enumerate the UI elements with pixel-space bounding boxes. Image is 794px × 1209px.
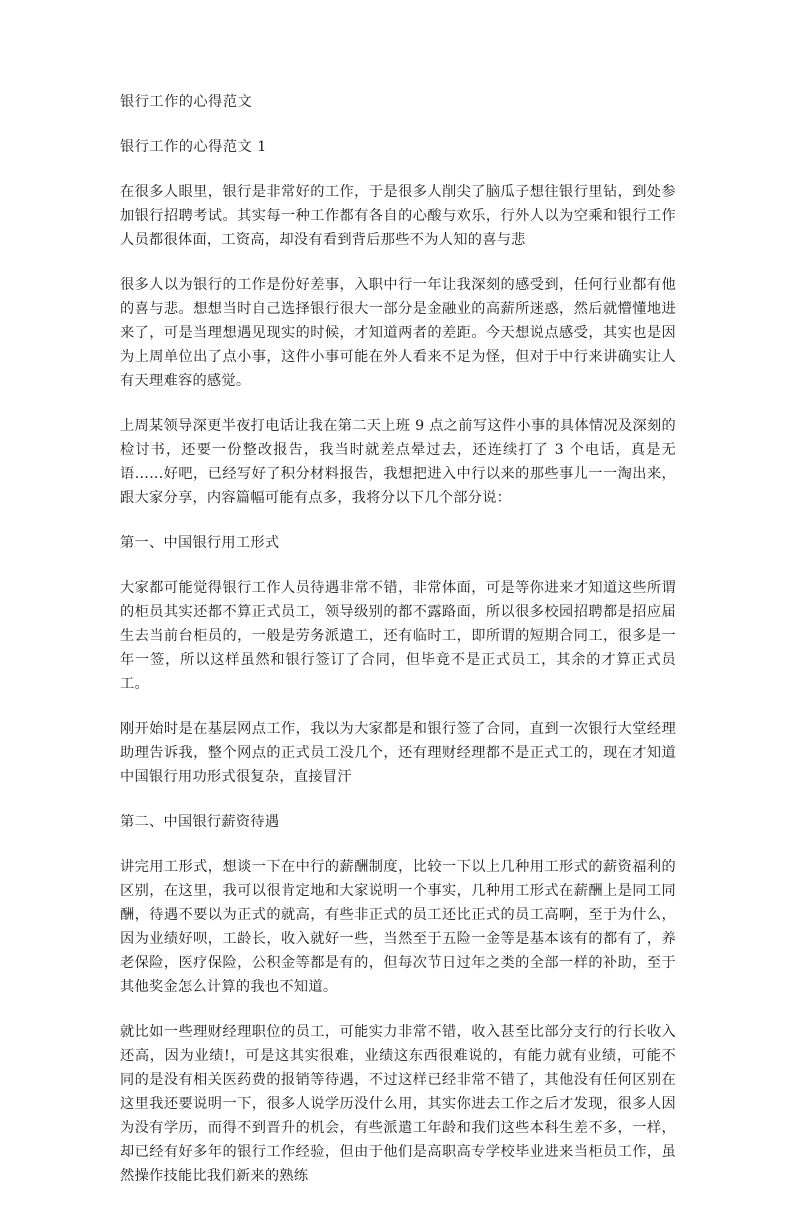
document-subtitle: 银行工作的心得范文 1 [120, 139, 267, 155]
paragraph-feelings: 很多人以为银行的工作是份好差事，入职中行一年让我深刻的感受到，任何行业都有他的喜与悲。想想当时自己选择银行很大一部分是金融业的高薪所迷惑，然后就懵懂地进来了，可是当理想遇见现实的时候，才知道两者的差距。今天想说点感受，其实也是因为上周单位出了点小事，这件小事可能在外人看来不足为怪，但对于中行来讲确实让人有天理难容的感觉。 [120, 277, 676, 389]
section-heading-salary: 第二、中国银行薪资待遇 [120, 814, 280, 830]
paragraph-salary: 讲完用工形式，想谈一下在中行的薪酬制度，比较一下以上几种用工形式的薪资福利的区别，在这里，我可以很肯定地和大家说明一个事实，几种用工形式在薪酬上是同工同酬，待遇不要以为正式的就高，有些非正式的员工还比正式的员工高啊，至于为什么，因为业绩好呗，工龄长，收入就好一些，当然至于五险一金等是基本该有的都有了，养老保险，医疗保险，公积金等都是有的，但每次节日过年之类的全部一样的补助，至于其他奖金怎么计算的我也不知道。 [120, 859, 676, 995]
document-page [120, 90, 676, 1209]
document-title: 银行工作的心得范文 [120, 94, 253, 110]
paragraph-branch: 刚开始时是在基层网点工作，我以为大家都是和银行签了合同，直到一次银行大堂经理助理告诉我，整个网点的正式员工没几个，还有理财经理都不是正式工的，现在才知道中国银行用功形式很复杂，直接冒汗 [120, 721, 676, 785]
paragraph-incident: 上周某领导深更半夜打电话让我在第二天上班 9 点之前写这件小事的具体情况及深刻的检讨书，还要一份整改报告，我当时就差点晕过去，还连续打了 3 个电话，真是无语……好吧，已经写好了积分材料报告，我想把进入中行以来的那些事儿一一淘出来，跟大家分享，内容篇幅可能有点多，我将分以下几个部分说： [120, 418, 676, 506]
section-heading-employment: 第一、中国银行用工形式 [120, 535, 280, 551]
paragraph-wealth-manager: 就比如一些理财经理职位的员工，可能实力非常不错，收入甚至比部分支行的行长收入还高，因为业绩!，可是这其实很难，业绩这东西很难说的，有能力就有业绩，可能不同的是没有相关医药费的报销等待遇，不过这样已经非常不错了，其他没有任何区别在这里我还要说明一下，很多人说学历没什么用，其实你进去工作之后才发现，很多人因为没有学历，而得不到晋升的机会，有些派遣工年龄和我们这些本科生差不多，一样，却已经有好多年的银行工作经验，但由于他们是高职高专学校毕业进来当柜员工作，虽然操作技能比我们新来的熟练 [120, 1024, 676, 1184]
paragraph-employment: 大家都可能觉得银行工作人员待遇非常不错，非常体面，可是等你进来才知道这些所谓的柜员其实还都不算正式员工，领导级别的都不露路面，所以很多校园招聘都是招应届生去当前台柜员的，一般是劳务派遣工，还有临时工，即所谓的短期合同工，很多是一年一签，所以这样虽然和银行签订了合同，但毕竟不是正式员工，其余的才算正式员工。 [120, 580, 676, 692]
paragraph-intro: 在很多人眼里，银行是非常好的工作，于是很多人削尖了脑瓜子想往银行里钻，到处参加银行招聘考试。其实每一种工作都有各自的心酸与欢乐，行外人以为空乘和银行工作人员都很体面，工资高，却没有看到背后那些不为人知的喜与悲 [120, 184, 676, 248]
